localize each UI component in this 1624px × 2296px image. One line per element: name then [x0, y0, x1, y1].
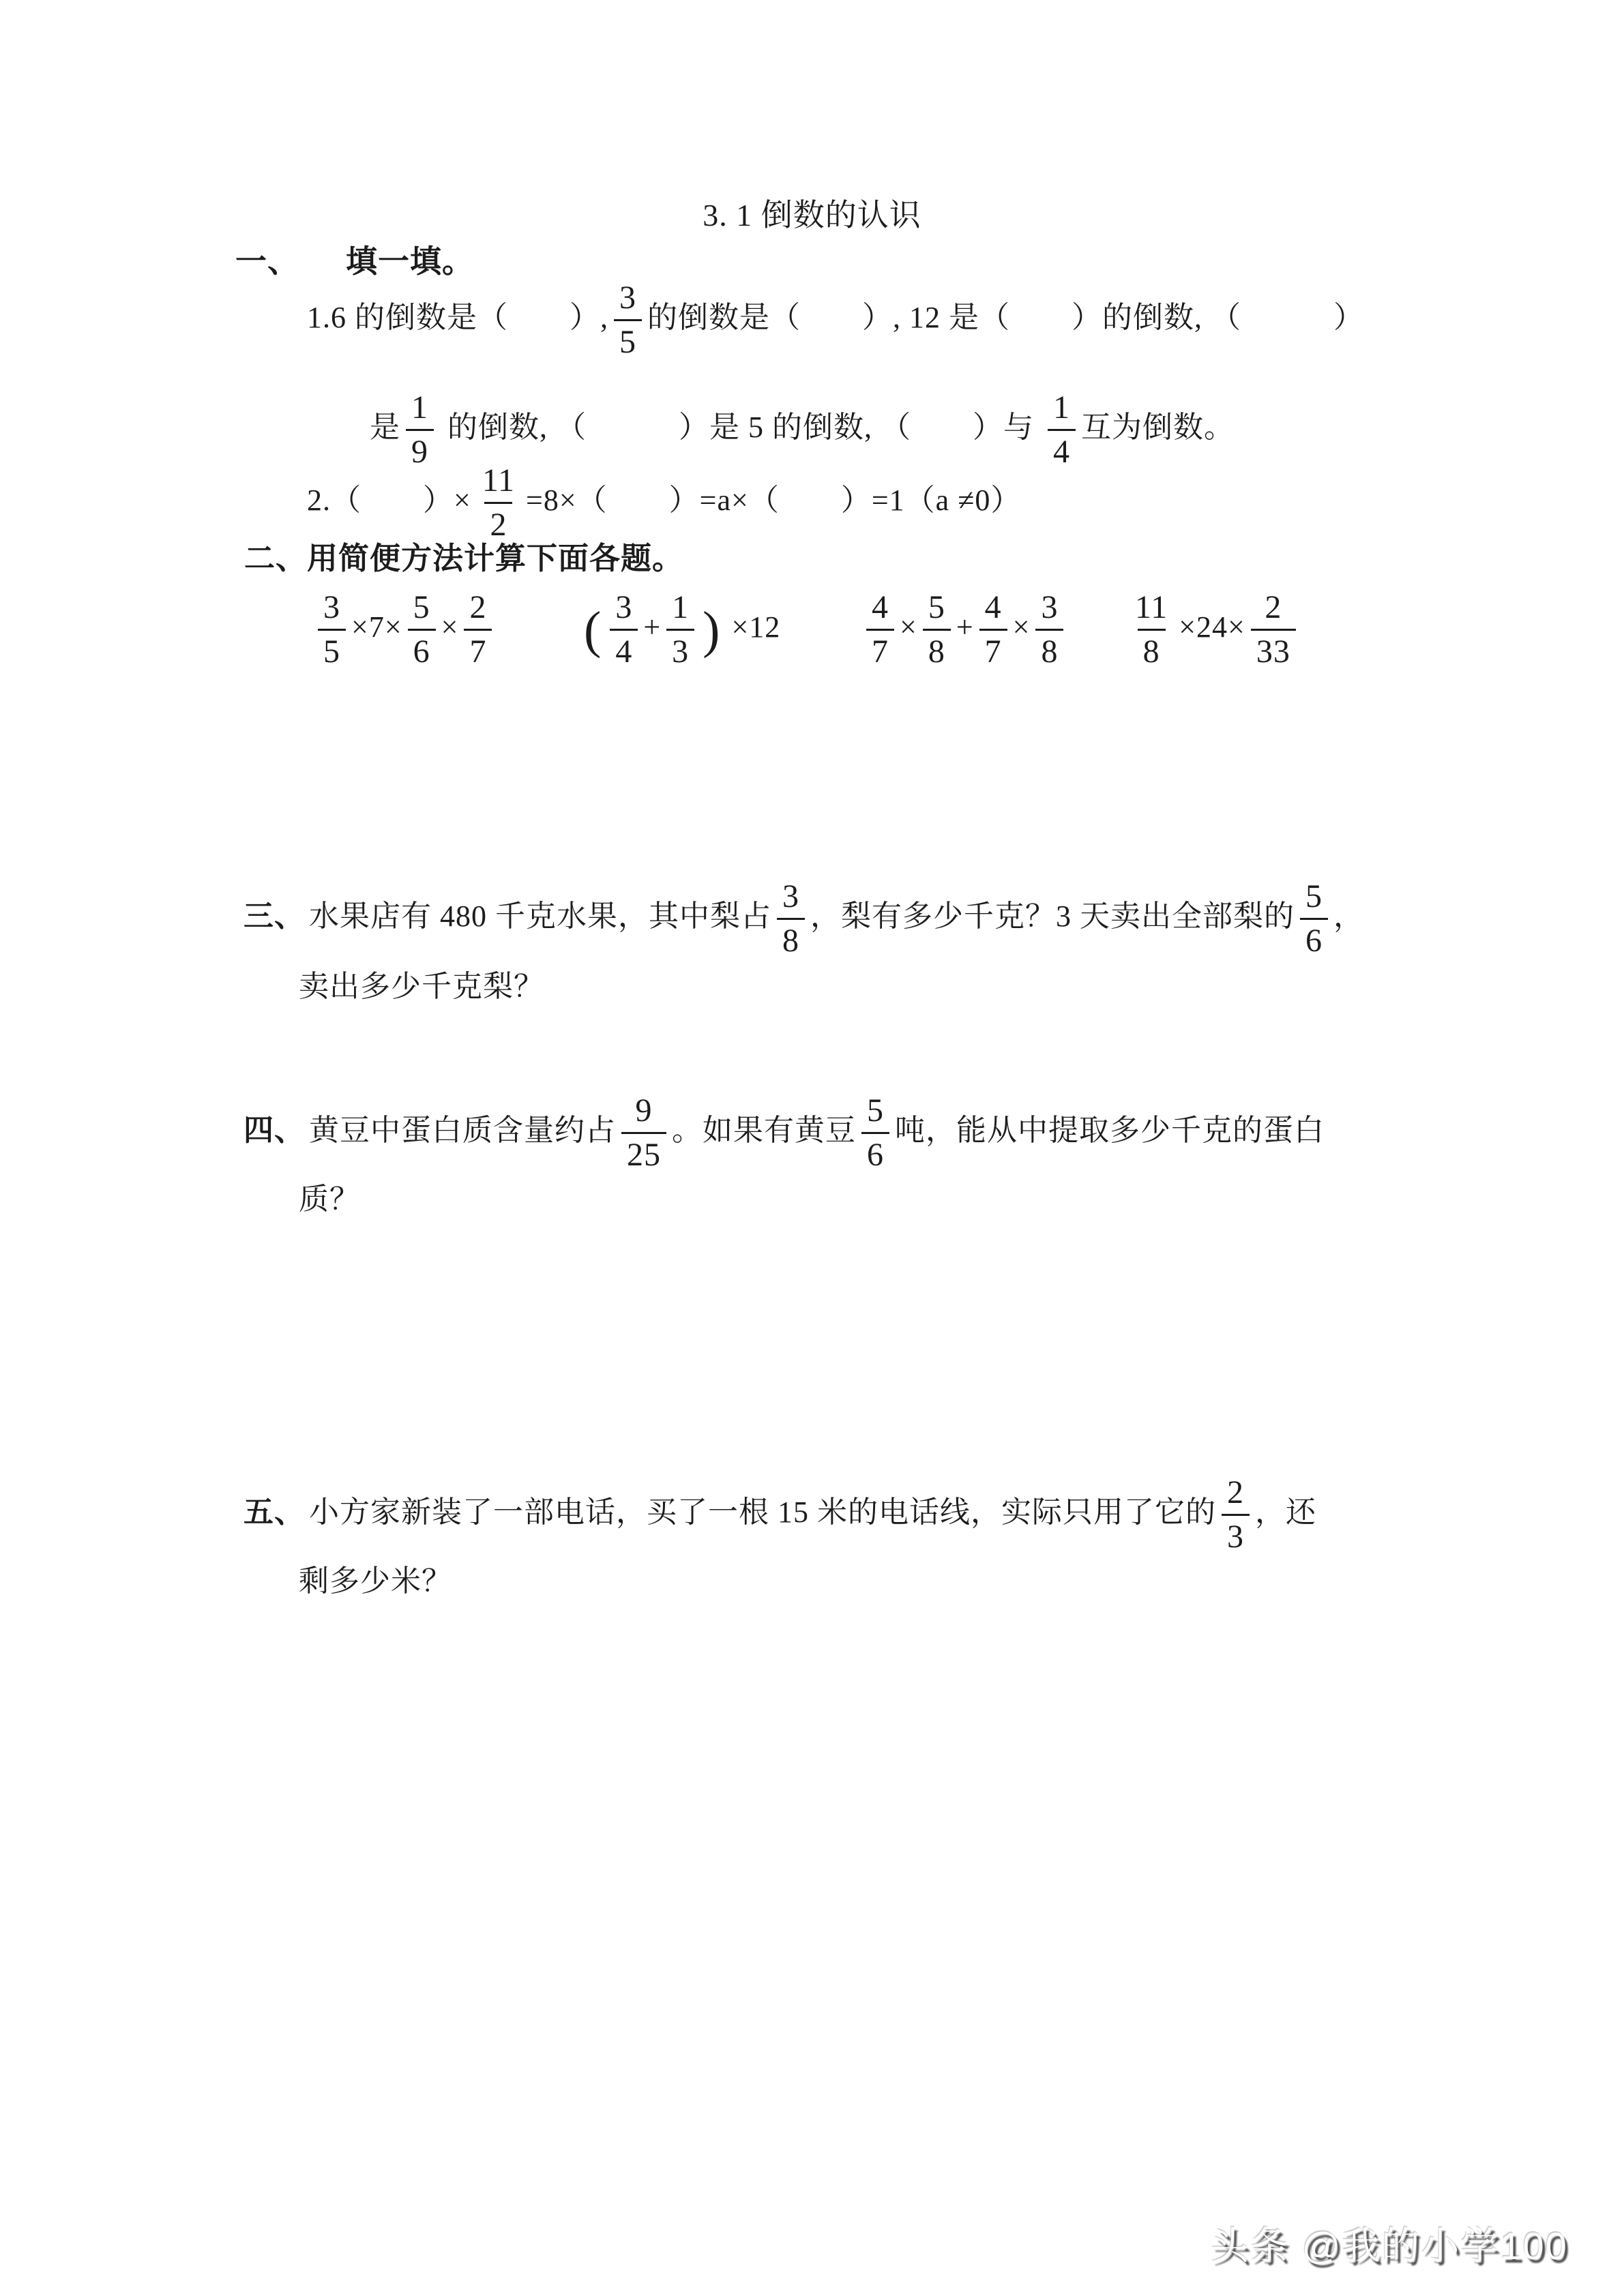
section1-number: 一、 — [235, 244, 299, 279]
section1-label: 填一填。 — [346, 244, 474, 279]
fraction: $\frac{11}{2}$ — [482, 462, 516, 543]
word-problem-4-line2: 质？ — [299, 1182, 360, 1216]
fraction: $\frac{3}{5}$ — [614, 282, 642, 359]
word-problem-5-text: 小方家新装了一部电话，买了一根 15 米的电话线，实际只用了它的 $\frac{2}{3}$ ，还 — [309, 1474, 1316, 1555]
fraction: $\frac{2}{3}$ — [1222, 1476, 1250, 1553]
watermark-text: 头条 @我的小学100 — [1211, 2224, 1568, 2267]
word-problem-4-text: 黄豆中蛋白质含量约占 $\frac{9}{25}$ 。如果有黄豆 $\frac{5}{6}$ 吨，能从中提取多少千克的蛋白 — [309, 1092, 1325, 1174]
fraction: $\frac{11}{8}$ — [1135, 589, 1168, 670]
fill-blank-item2: 2.（ ）× $\frac{11}{2}$ =8×（ ）=a×（ ）=1（a ≠0） — [307, 462, 1022, 543]
calc-expression-3: $\frac{4}{7}$ × $\frac{5}{8}$ + $\frac{4}{7}$ × $\frac{3}{8}$ — [861, 610, 1069, 646]
section3-number: 三、 — [243, 899, 305, 933]
section2-heading: 二、用简便方法计算下面各题。 — [244, 541, 684, 576]
fill-blank-item1-line1: 1.6 的倒数是（ ）, $\frac{3}{5}$ 的倒数是（ ）, 12 是（ ）的倒数, （ ） — [307, 280, 1364, 361]
fraction: $\frac{5}{6}$ — [1300, 880, 1328, 957]
fraction: $\frac{3}{8}$ — [1035, 591, 1063, 668]
word-problem-4-line1 — [243, 1092, 1325, 1174]
section5-number: 五、 — [243, 1495, 305, 1529]
fraction: $\frac{5}{6}$ — [408, 591, 436, 668]
fraction: $\frac{1}{4}$ — [1048, 391, 1076, 468]
calc-expression-2: ( $\frac{3}{4}$ + $\frac{1}{3}$ ) ×12 — [584, 589, 781, 670]
fraction: $\frac{1}{3}$ — [666, 591, 694, 668]
fraction: $\frac{2}{33}$ — [1251, 591, 1296, 668]
page-title: 3. 1 倒数的认识 — [703, 198, 921, 233]
fraction: $\frac{9}{25}$ — [621, 1094, 666, 1172]
word-problem-5-line2: 剩多少米？ — [299, 1564, 452, 1598]
fraction: $\frac{3}{5}$ — [318, 591, 346, 668]
fraction: $\frac{5}{6}$ — [861, 1094, 889, 1172]
big-parenthesis: ) — [703, 601, 721, 659]
calc-expression-4: $\frac{11}{8}$ ×24× $\frac{2}{33}$ — [1124, 610, 1301, 646]
big-parenthesis: ( — [584, 601, 602, 659]
fraction: $\frac{3}{8}$ — [777, 880, 805, 957]
section4-number: 四、 — [243, 1114, 305, 1147]
calc-expression-1: $\frac{3}{5}$ ×7× $\frac{5}{6}$ × $\frac{2}{7}$ — [312, 610, 497, 646]
word-problem-3-line1 — [243, 878, 1364, 959]
fraction: $\frac{2}{7}$ — [464, 591, 492, 668]
word-problem-5-line1 — [243, 1474, 1316, 1555]
fraction: $\frac{4}{7}$ — [979, 591, 1007, 668]
section1-heading — [235, 243, 474, 280]
fill-blank-item1-line2: 是 $\frac{1}{9}$ 的倒数, （ ）是 5 的倒数, （ ）与 $\frac{1}{4}$ 互为倒数。 — [370, 389, 1235, 471]
word-problem-3-line2: 卖出多少千克梨？ — [299, 970, 544, 1003]
word-problem-3-text: 水果店有 480 千克水果，其中梨占 $\frac{3}{8}$ ，梨有多少千克？3 天卖出全部梨的 $\frac{5}{6}$ ， — [309, 878, 1364, 959]
fraction: $\frac{3}{4}$ — [610, 591, 638, 668]
fraction: $\frac{5}{8}$ — [923, 591, 951, 668]
fraction: $\frac{4}{7}$ — [866, 591, 894, 668]
fraction: $\frac{1}{9}$ — [406, 391, 434, 468]
